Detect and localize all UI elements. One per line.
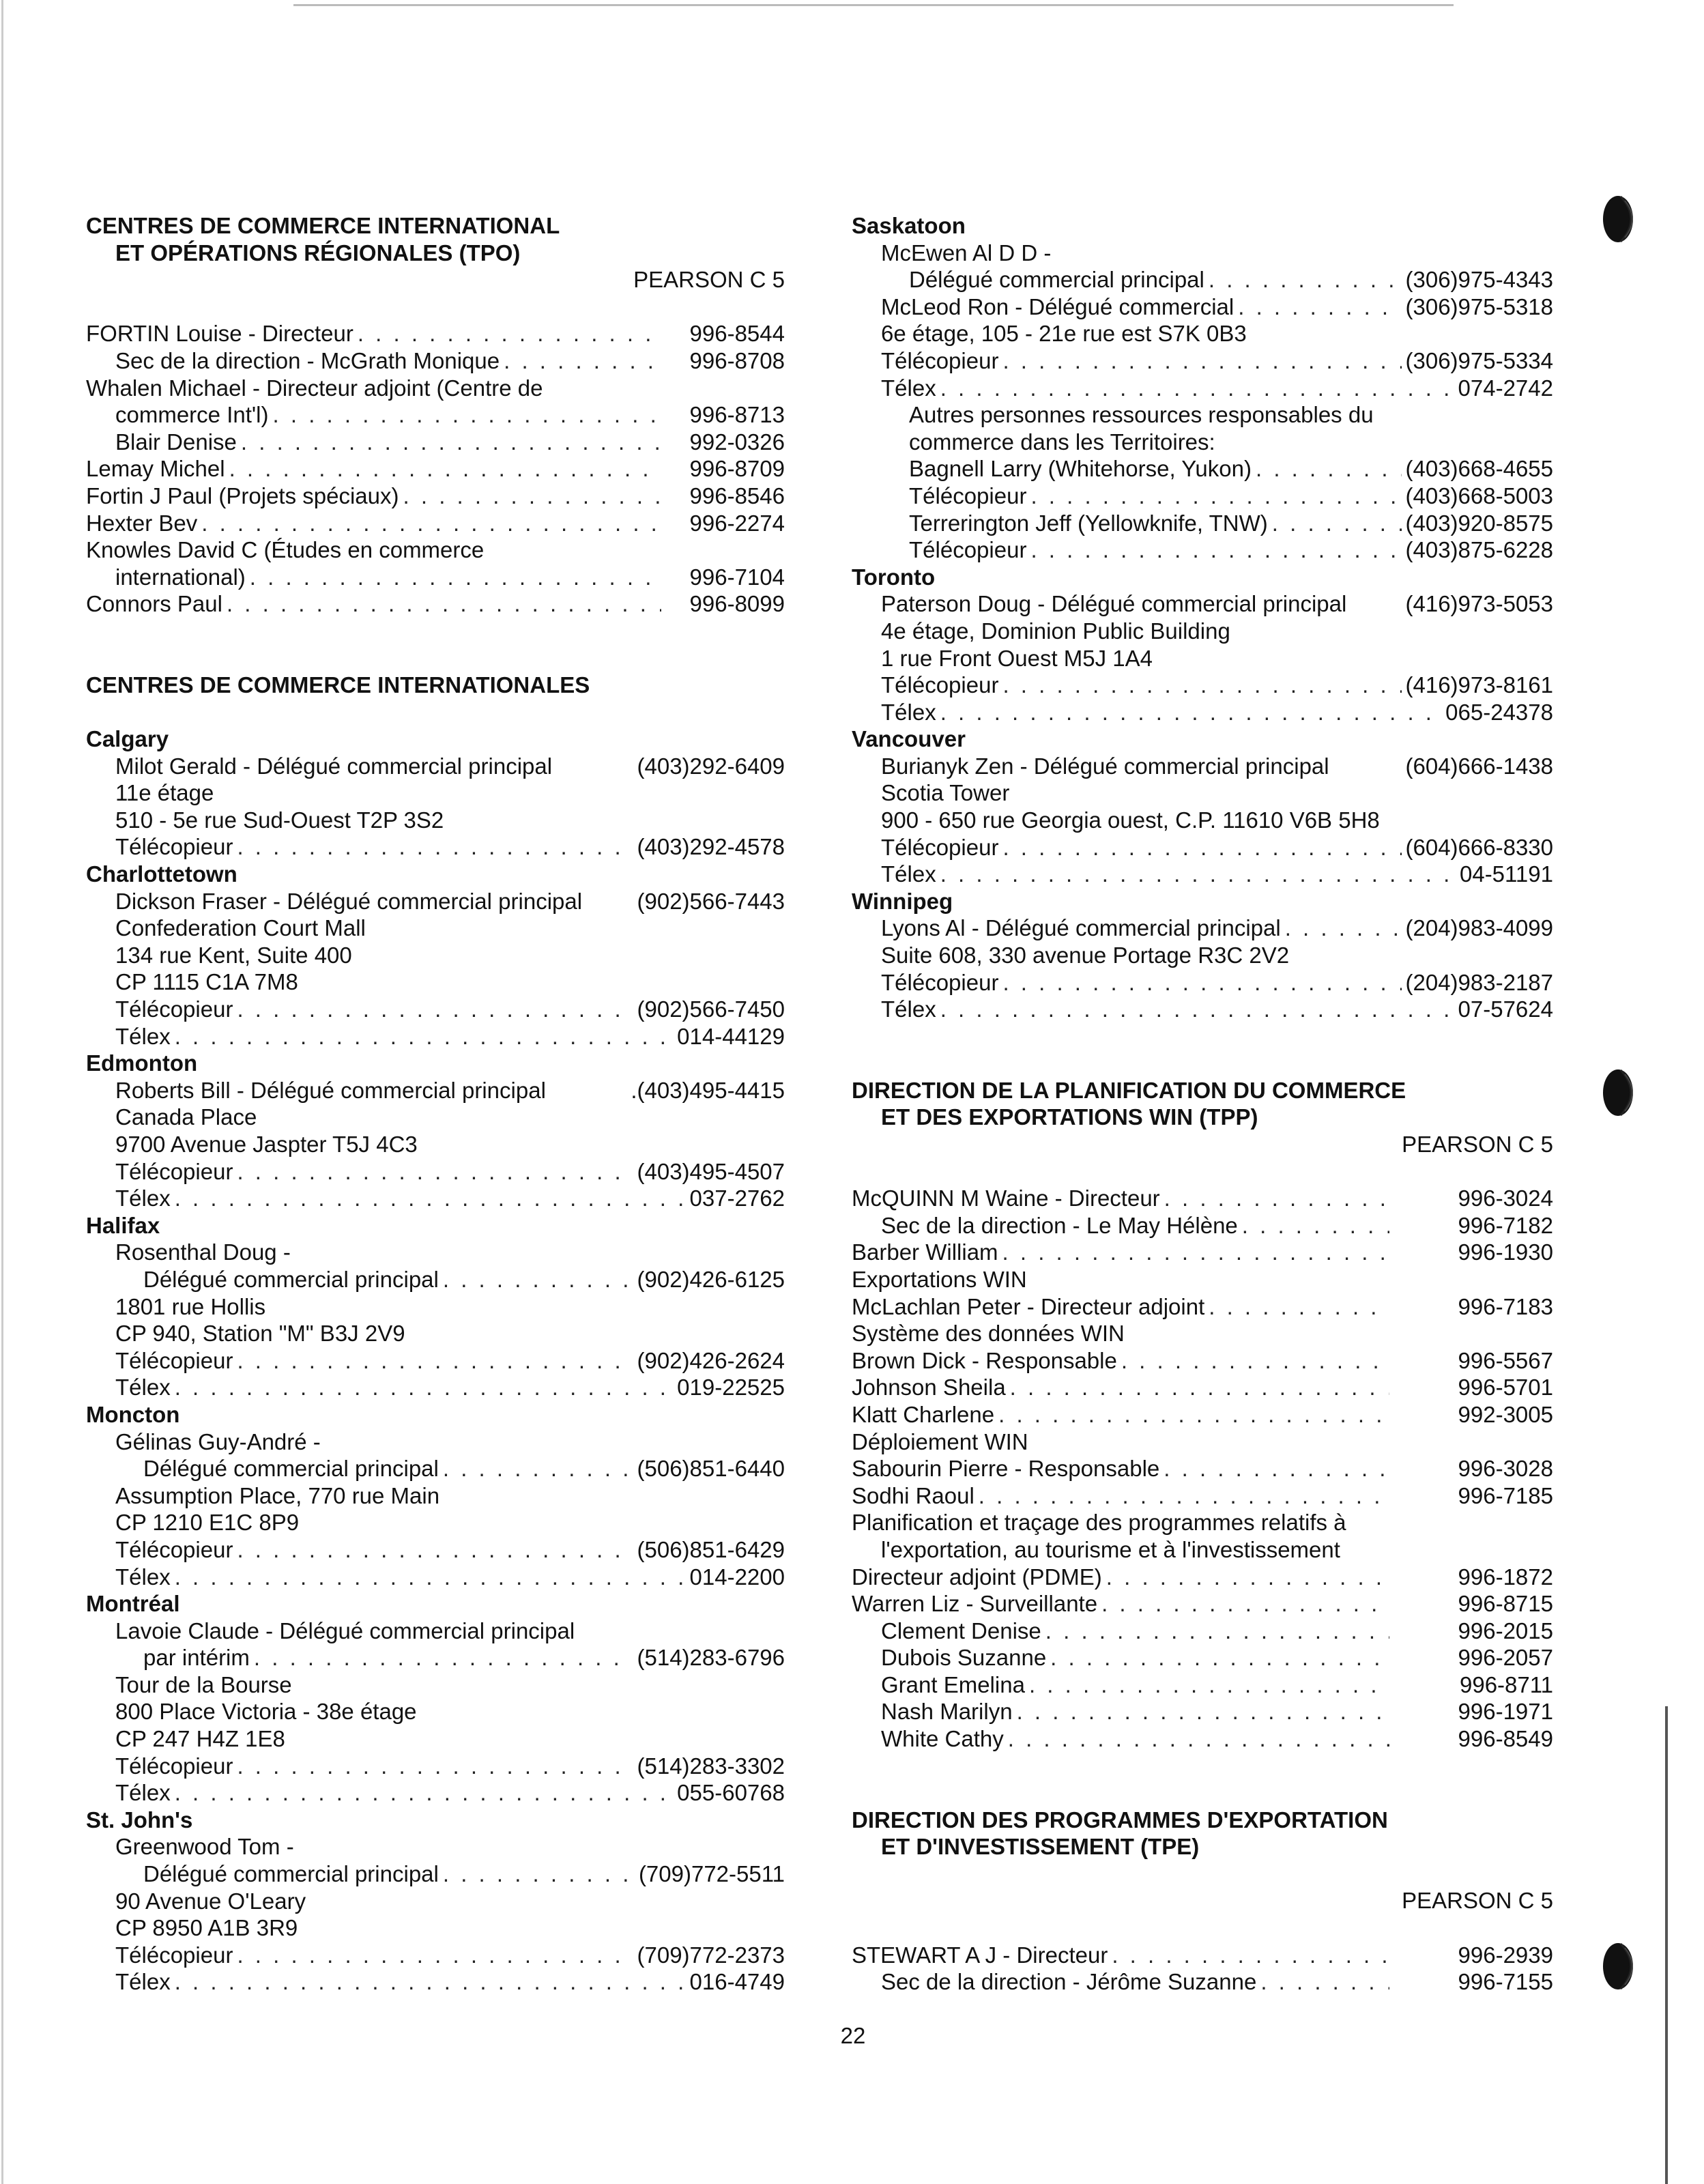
telex-entry: Télex . . . 014-2200 [86, 1564, 785, 1591]
directory-entry: Directeur adjoint (PDME) . . . 996-1872 [852, 1564, 1553, 1591]
section-title: CENTRES DE COMMERCE INTERNATIONALES [86, 672, 590, 698]
directory-entry: Klatt Charlene . . . 992-3005 [852, 1401, 1553, 1428]
fax-entry: Télécopieur . . . (709)772-2373 [86, 1942, 785, 1969]
address-line: 9700 Avenue Jaspter T5J 4C3 [115, 1132, 418, 1157]
address-line: 1801 rue Hollis [115, 1293, 266, 1319]
address-line: Suite 608, 330 avenue Portage R3C 2V2 [881, 943, 1290, 968]
location-label: PEARSON C 5 [1402, 1888, 1553, 1914]
city-heading: Toronto [852, 564, 936, 590]
telex-entry: Télex . . . 016-4749 [86, 1968, 785, 1996]
directory-entry: international) . . . 996-7104 [86, 564, 785, 591]
subsection-label: Déploiement WIN [852, 1428, 1028, 1454]
city-heading: Montréal [86, 1591, 180, 1617]
city-heading: St. John's [86, 1807, 193, 1833]
contact-entry: Paterson Doug - Délégué commercial principal (416)973-5053 [881, 591, 1553, 617]
address-line: 900 - 650 rue Georgia ouest, C.P. 11610 V6B 5H8 [881, 807, 1380, 833]
address-line: 134 rue Kent, Suite 400 [115, 942, 352, 968]
directory-entry: McQUINN M Waine - Directeur . . . 996-3024 [852, 1185, 1553, 1212]
scan-edge-right [1665, 1706, 1668, 2184]
directory-entry: McLachlan Peter - Directeur adjoint . . . 996-7183 [852, 1293, 1553, 1321]
section-title: ET OPÉRATIONS RÉGIONALES (TPO) [115, 240, 521, 265]
contact-entry: Milot Gerald - Délégué commercial principal (403)292-6409 [115, 753, 785, 779]
directory-entry: Connors Paul . . . 996-8099 [86, 590, 785, 618]
address-line: 90 Avenue O'Leary [115, 1888, 306, 1914]
telex-entry: Télex . . . 074-2742 [852, 375, 1553, 402]
directory-entry: Sodhi Raoul . . . 996-7185 [852, 1482, 1553, 1510]
subsection-label: Exportations WIN [852, 1266, 1027, 1292]
contact-entry: Délégué commercial principal . . . (902)426-6125 [86, 1266, 785, 1293]
section-title: ET D'INVESTISSEMENT (TPE) [881, 1834, 1200, 1860]
subsection-label: Planification et traçage des programmes relatifs à [852, 1510, 1346, 1536]
city-heading: Edmonton [86, 1050, 198, 1076]
city-heading: Halifax [86, 1212, 160, 1238]
fax-entry: Télécopieur . . . (604)666-8330 [852, 834, 1553, 861]
directory-entry: Lemay Michel . . . 996-8709 [86, 455, 785, 483]
address-line: 510 - 5e rue Sud-Ouest T2P 3S2 [115, 807, 444, 833]
directory-entry: Sabourin Pierre - Responsable . . . 996-3028 [852, 1455, 1553, 1482]
directory-entry: Johnson Sheila . . . 996-5701 [852, 1374, 1553, 1401]
address-line: Tour de la Bourse [115, 1671, 292, 1697]
city-heading: Calgary [86, 726, 169, 752]
directory-entry: Brown Dick - Responsable . . . 996-5567 [852, 1347, 1553, 1375]
telex-entry: Télex . . . 055-60768 [86, 1779, 785, 1807]
contact-name: McEwen Al D D - [881, 240, 1052, 265]
address-line: CP 8950 A1B 3R9 [115, 1915, 298, 1941]
section-title: DIRECTION DE LA PLANIFICATION DU COMMERCE [852, 1077, 1406, 1103]
fax-entry: Télécopieur . . . (403)668-5003 [852, 483, 1553, 510]
telex-entry: Télex . . . 037-2762 [86, 1185, 785, 1212]
section-title: CENTRES DE COMMERCE INTERNATIONAL [86, 213, 560, 238]
telex-entry: Télex . . . 04-51191 [852, 861, 1553, 888]
address-line: Confederation Court Mall [115, 915, 366, 941]
address-line: Assumption Place, 770 rue Main [115, 1482, 440, 1508]
directory-entry: Warren Liz - Surveillante . . . 996-8715 [852, 1590, 1553, 1618]
address-line: 800 Place Victoria - 38e étage [115, 1699, 417, 1725]
city-heading: Vancouver [852, 726, 966, 752]
directory-entry: FORTIN Louise - Directeur . . . 996-8544 [86, 320, 785, 347]
contact-entry: Bagnell Larry (Whitehorse, Yukon) . . . (403)668-4655 [852, 455, 1553, 483]
telex-entry: Télex . . . 07-57624 [852, 996, 1553, 1023]
telex-entry: Télex . . . 019-22525 [86, 1374, 785, 1401]
page-number: 22 [840, 2023, 866, 2048]
telex-entry: Télex . . . 014-44129 [86, 1023, 785, 1050]
section-title: DIRECTION DES PROGRAMMES D'EXPORTATION [852, 1807, 1388, 1833]
address-line: 4e étage, Dominion Public Building [881, 618, 1230, 644]
left-column [86, 212, 785, 1996]
directory-entry: Sec de la direction - Jérôme Suzanne . . . 996-7155 [852, 1968, 1553, 1996]
contact-entry: Roberts Bill - Délégué commercial principal .(403)495-4415 [115, 1077, 785, 1103]
address-line: 11e étage [115, 780, 214, 806]
city-heading: Saskatoon [852, 213, 966, 238]
scan-edge-top [293, 4, 1454, 6]
directory-entry: Nash Marilyn . . . 996-1971 [852, 1698, 1553, 1725]
fax-entry: Télécopieur . . . (403)495-4507 [86, 1158, 785, 1186]
contact-entry: Délégué commercial principal . . . (506)851-6440 [86, 1455, 785, 1482]
contact-name: Rosenthal Doug - [115, 1239, 291, 1265]
fax-entry: Télécopieur . . . (403)292-4578 [86, 833, 785, 861]
contact-name: Lavoie Claude - Délégué commercial principal [115, 1618, 575, 1643]
directory-entry: Dubois Suzanne . . . 996-2057 [852, 1644, 1553, 1671]
address-line: CP 940, Station "M" B3J 2V9 [115, 1321, 405, 1347]
address-line: Scotia Tower [881, 780, 1010, 806]
binder-hole-icon [1600, 191, 1643, 247]
directory-entry: commerce Int'l) . . . 996-8713 [86, 401, 785, 429]
directory-entry: Sec de la direction - Le May Hélène . . . 996-7182 [852, 1212, 1553, 1239]
binder-hole-icon [1600, 1938, 1643, 1994]
fax-entry: Télécopieur . . . (506)851-6429 [86, 1536, 785, 1564]
directory-entry: Barber William . . . 996-1930 [852, 1239, 1553, 1266]
note-line: commerce dans les Territoires: [909, 429, 1215, 455]
directory-entry: Clement Denise . . . 996-2015 [852, 1618, 1553, 1645]
contact-entry: Délégué commercial principal . . . (709)772-5511 [86, 1860, 785, 1888]
directory-entry: Knowles David C (Études en commerce [86, 537, 485, 563]
subsection-label: Système des données WIN [852, 1321, 1125, 1347]
address-line: 6e étage, 105 - 21e rue est S7K 0B3 [881, 321, 1247, 347]
directory-entry: Fortin J Paul (Projets spéciaux) . . . 996-8546 [86, 483, 785, 510]
subsection-label: l'exportation, au tourisme et à l'investissement [881, 1536, 1340, 1562]
contact-name: Gélinas Guy-André - [115, 1428, 321, 1454]
scan-edge-left [1, 0, 3, 2184]
directory-entry: Blair Denise . . . 992-0326 [86, 429, 785, 456]
directory-entry: White Cathy . . . 996-8549 [852, 1725, 1553, 1753]
fax-entry: Télécopieur . . . (306)975-5334 [852, 347, 1553, 375]
city-heading: Charlottetown [86, 861, 237, 887]
address-line: 1 rue Front Ouest M5J 1A4 [881, 645, 1153, 671]
fax-entry: Télécopieur . . . (902)426-2624 [86, 1347, 785, 1375]
fax-entry: Télécopieur . . . (403)875-6228 [852, 536, 1553, 564]
contact-entry: par intérim . . . (514)283-6796 [86, 1644, 785, 1671]
directory-entry: Hexter Bev . . . 996-2274 [86, 510, 785, 537]
right-column [852, 212, 1553, 1996]
telex-entry: Télex . . . 065-24378 [852, 699, 1553, 726]
address-line: CP 1115 C1A 7M8 [115, 969, 298, 995]
contact-name: Greenwood Tom - [115, 1834, 294, 1860]
contact-entry: Burianyk Zen - Délégué commercial principal (604)666-1438 [881, 753, 1553, 779]
directory-entry: Sec de la direction - McGrath Monique . . . 996-8708 [86, 347, 785, 375]
address-line: Canada Place [115, 1104, 257, 1130]
note-line: Autres personnes ressources responsables du [909, 402, 1374, 428]
contact-entry: Dickson Fraser - Délégué commercial principal (902)566-7443 [115, 888, 785, 914]
fax-entry: Télécopieur . . . (902)566-7450 [86, 996, 785, 1023]
contact-entry: McLeod Ron - Délégué commercial . . . (306)975-5318 [852, 293, 1553, 321]
location-label: PEARSON C 5 [1402, 1132, 1553, 1157]
location-label: PEARSON C 5 [633, 267, 785, 293]
directory-entry: Whalen Michael - Directeur adjoint (Centre de [86, 375, 543, 401]
fax-entry: Télécopieur . . . (514)283-3302 [86, 1753, 785, 1780]
section-title: ET DES EXPORTATIONS WIN (TPP) [881, 1104, 1258, 1130]
city-heading: Winnipeg [852, 888, 953, 914]
binder-hole-icon [1600, 1065, 1643, 1121]
contact-entry: Délégué commercial principal . . . (306)975-4343 [852, 266, 1553, 293]
address-line: CP 1210 E1C 8P9 [115, 1510, 300, 1536]
directory-entry: STEWART A J - Directeur . . . 996-2939 [852, 1942, 1553, 1969]
fax-entry: Télécopieur . . . (416)973-8161 [852, 672, 1553, 699]
directory-entry: Grant Emelina . . . 996-8711 [852, 1671, 1553, 1699]
contact-entry: Lyons Al - Délégué commercial principal . . . (204)983-4099 [852, 915, 1553, 942]
address-line: CP 247 H4Z 1E8 [115, 1726, 285, 1752]
contact-entry: Terrerington Jeff (Yellowknife, TNW) . . . (403)920-8575 [852, 510, 1553, 537]
fax-entry: Télécopieur . . . (204)983-2187 [852, 969, 1553, 996]
city-heading: Moncton [86, 1401, 180, 1427]
